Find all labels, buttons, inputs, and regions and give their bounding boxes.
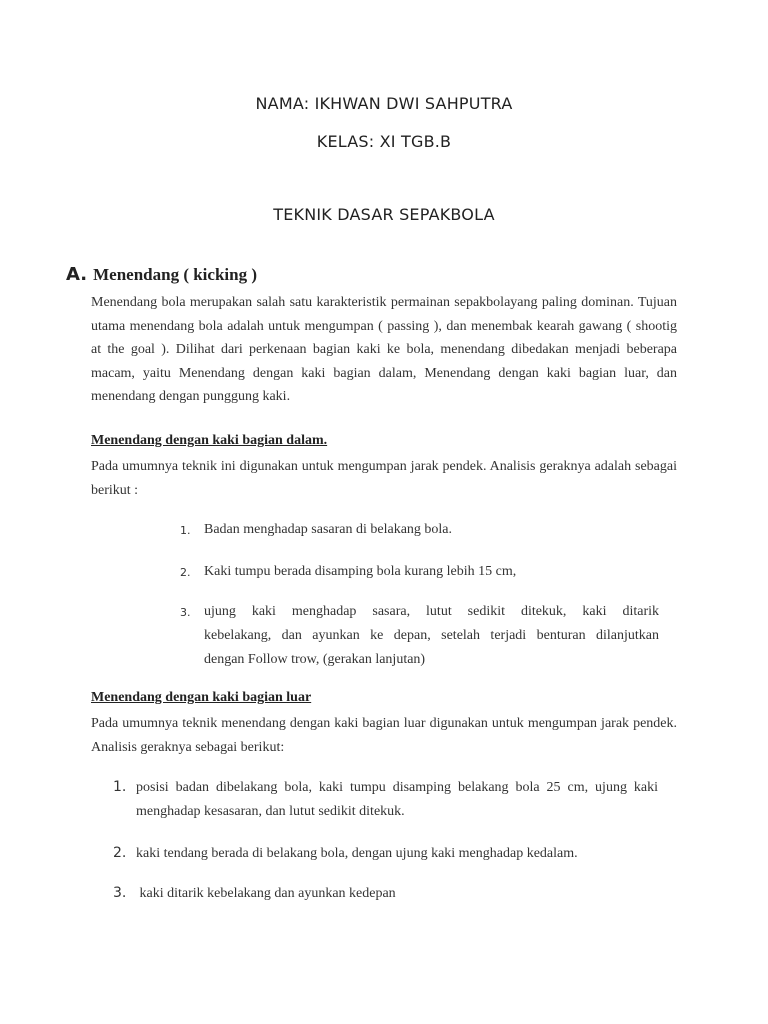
document-title: TEKNIK DASAR SEPAKBOLA bbox=[273, 205, 495, 224]
inner-item-3-number: 3. bbox=[180, 606, 191, 619]
outer-item-3-number: 3. bbox=[113, 885, 127, 901]
section-a-heading bbox=[66, 264, 257, 285]
outer-item-1-line-2: menghadap kesasaran, dan lutut sedikit ditekuk. bbox=[136, 804, 405, 819]
outer-item-2-number: 2. bbox=[113, 845, 127, 861]
inner-item-3-line-1: ujung kaki menghadap sasara, lutut sedikit ditekuk, kaki ditarik bbox=[204, 604, 659, 619]
student-class: KELAS: XI TGB.B bbox=[316, 132, 452, 151]
inner-kick-heading: Menendang dengan kaki bagian dalam. bbox=[91, 433, 328, 448]
section-a-letter: A. bbox=[66, 264, 88, 285]
outer-item-2-text: kaki tendang berada di belakang bola, dengan ujung kaki menghadap kedalam. bbox=[136, 846, 578, 861]
outer-kick-heading: Menendang dengan kaki bagian luar bbox=[91, 690, 312, 705]
inner-item-1-number: 1. bbox=[180, 524, 191, 537]
student-name: NAMA: IKHWAN DWI SAHPUTRA bbox=[255, 94, 513, 113]
section-a-intro: Menendang bola merupakan salah satu karakteristik permainan sepakbolayang paling dominan. Tujuan utama menendang bola adalah untuk mengumpan ( passing ), dan menembak kearah gawang ( shootig at the goal ). Dilihat dari perkenaan bagian kaki ke bola, menendang dibedakan menjadi beberapa macam, yaitu Menendang dengan kaki bagian dalam, Menendang dengan kaki bagian luar, dan menendang dengan punggung kaki. bbox=[91, 295, 677, 404]
inner-kick-intro: Pada umumnya teknik ini digunakan untuk mengumpan jarak pendek. Analisis geraknya adalah sebagai berikut : bbox=[91, 459, 677, 498]
outer-kick-intro: Pada umumnya teknik menendang dengan kaki bagian luar digunakan untuk mengumpan jarak pendek. Analisis geraknya sebagai berikut: bbox=[91, 716, 677, 755]
inner-item-2-text: Kaki tumpu berada disamping bola kurang lebih 15 cm, bbox=[204, 564, 517, 579]
inner-item-2-number: 2. bbox=[180, 566, 191, 579]
outer-item-1-number: 1. bbox=[113, 779, 127, 795]
outer-item-1-line-1: posisi badan dibelakang bola, kaki tumpu disamping belakang bola 25 cm, ujung kaki bbox=[136, 780, 658, 795]
outer-item-3-text: kaki ditarik kebelakang dan ayunkan kedepan bbox=[136, 886, 396, 901]
inner-item-1-text: Badan menghadap sasaran di belakang bola. bbox=[204, 522, 453, 537]
inner-item-3-line-2: kebelakang, dan ayunkan ke depan, setelah terjadi benturan dilanjutkan bbox=[204, 628, 659, 643]
section-a-title: Menendang ( kicking ) bbox=[93, 265, 257, 284]
inner-item-3-line-3: dengan Follow trow, (gerakan lanjutan) bbox=[204, 652, 426, 667]
